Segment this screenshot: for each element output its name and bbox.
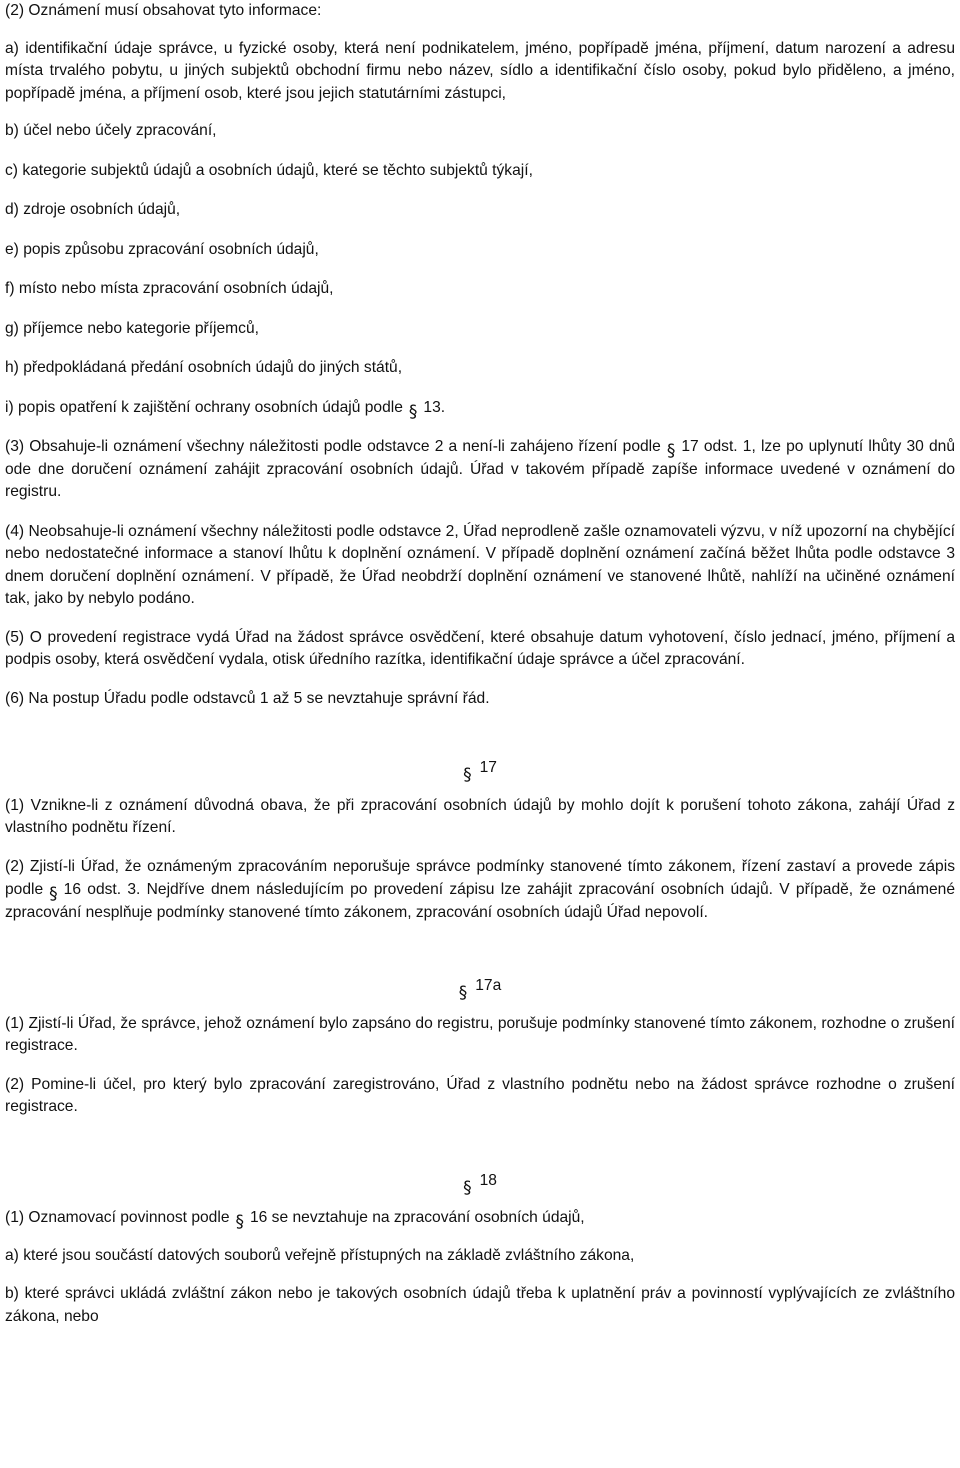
item-16-2-e: e) popis způsobu zpracování osobních údajů,	[5, 240, 319, 258]
section-17a-heading	[5, 974, 955, 1003]
paragraph-16-6: (6) Na postup Úřadu podle odstavců 1 až 5 se nevztahuje správní řád.	[5, 689, 490, 707]
item-16-2-d: d) zdroje osobních údajů,	[5, 201, 181, 218]
section-sign-icon: §	[235, 1212, 244, 1232]
law-document-page	[5, 0, 955, 1328]
paragraph-18-1-text: (1) Oznamovací povinnost podle	[5, 1209, 230, 1226]
paragraph-16-3-text: (3) Obsahuje-li oznámení všechny náležitosti podle odstavce 2 a není-li zahájeno řízení podle	[5, 438, 661, 455]
section-18-heading	[5, 1169, 955, 1198]
section-17-number: 17	[479, 759, 497, 776]
item-16-2-g: g) příjemce nebo kategorie příjemců,	[5, 319, 259, 337]
paragraph-16-2-intro: (2) Oznámení musí obsahovat tyto informace:	[5, 2, 322, 19]
paragraph-16-5: (5) O provedení registrace vydá Úřad na žádost správce osvědčení, které obsahuje datum vyhotovení, číslo jednací, jméno, příjmení a podpis osoby, která osvědčení vydala, otisk úředního razítka, identifikační údaje správce a účel zpracování.	[5, 628, 955, 668]
section-sign-icon: §	[408, 401, 418, 422]
section-17a-number: 17a	[475, 977, 502, 994]
paragraph-17-1: (1) Vznikne-li z oznámení důvodná obava, že při zpracování osobních údajů by mohlo dojít k porušení tohoto zákona, zahájí Úřad z vlastního podnětu řízení.	[5, 796, 955, 836]
section-sign-icon: §	[463, 1177, 472, 1198]
item-16-2-f: f) místo nebo místa zpracování osobních údajů,	[5, 280, 334, 297]
section-18-number: 18	[479, 1171, 497, 1189]
item-16-2-i-ref: 13.	[423, 398, 446, 416]
section-sign-icon: §	[458, 983, 468, 1003]
paragraph-18-1	[5, 1206, 955, 1230]
paragraph-17a-2: (2) Pomine-li účel, pro který bylo zpracování zaregistrováno, Úřad z vlastního podnětu nebo na žádost správce rozhodne o zrušení registrace.	[5, 1075, 955, 1115]
item-16-2-i-text: i) popis opatření k zajištění ochrany osobních údajů podle	[5, 398, 403, 416]
paragraph-17-2-text: (2) Zjistí-li Úřad, že oznámeným zpracováním neporušuje správce podmínky stanovené tímto zákonem, řízení zastaví a provede zápis podle	[5, 857, 955, 898]
section-sign-icon: §	[49, 884, 58, 904]
item-16-2-h: h) předpokládaná předání osobních údajů do jiných států,	[5, 359, 403, 376]
item-18-1-b: b) které správci ukládá zvláštní zákon nebo je takových osobních údajů třeba k uplatnění práv a povinností vyplývajících ze zvláštního zákona, nebo	[5, 1285, 955, 1325]
paragraph-16-4: (4) Neobsahuje-li oznámení všechny náležitosti podle odstavce 2, Úřad neprodleně zašle oznamovateli výzvu, v níž upozorní na chybějící nebo nedostatečné informace a stanoví lhůtu k doplnění oznámení. V případě doplnění oznámení začíná běžet lhůta podle odstavce 3 dnem doručení doplnění oznámení. V případě, že Úřad neobdrží doplnění oznámení ve stanovené lhůtě, nahlíží na učiněné oznámení tak, jako by nebylo podáno.	[5, 522, 955, 607]
section-sign-icon: §	[666, 441, 676, 461]
paragraph-17a-1: (1) Zjistí-li Úřad, že správce, jehož oznámení bylo zapsáno do registru, porušuje podmínky stanovené tímto zákonem, rozhodne o zrušení registrace.	[5, 1014, 955, 1054]
section-sign-icon: §	[463, 765, 472, 785]
item-16-2-b: b) účel nebo účely zpracování,	[5, 122, 217, 139]
paragraph-16-3-ref: 17 odst. 1, lze po uplynutí lhůty 30 dnů ode dne doručení oznámení zahájit zpracování osobních údajů. Úřad v takovém případě zapíše informace uvedené v oznámení do registru.	[5, 438, 956, 500]
item-16-2-i	[5, 396, 955, 420]
paragraph-18-1-ref: 16 se nevztahuje na zpracování osobních údajů,	[250, 1209, 585, 1226]
paragraph-17-2-ref: 16 odst. 3. Nejdříve dnem následujícím po provedení zápisu lze zahájit zpracování osobních údajů. V případě, že oznámené zpracování nesplňuje podmínky stanovené tímto zákonem, zpracování osobních údajů Úřad nepovolí.	[5, 881, 955, 921]
paragraph-17-2	[5, 856, 955, 925]
item-18-1-a: a) které jsou součástí datových souborů veřejně přístupných na základě zvláštního zákona,	[5, 1246, 635, 1264]
item-16-2-a: a) identifikační údaje správce, u fyzické osoby, která není podnikatelem, jméno, popřípadě jména, příjmení, datum narození a adresu místa trvalého pobytu, u jiných subjektů obchodní firmu nebo název, sídlo a identifikační číslo osoby, pokud bylo přiděleno, a jméno, popřípadě jména, a příjmení osob, které jsou jejich statutárními zástupci,	[5, 39, 955, 102]
item-16-2-c: c) kategorie subjektů údajů a osobních údajů, které se těchto subjektů týkají,	[5, 161, 533, 179]
section-17-heading	[5, 756, 955, 785]
paragraph-16-3	[5, 435, 955, 504]
